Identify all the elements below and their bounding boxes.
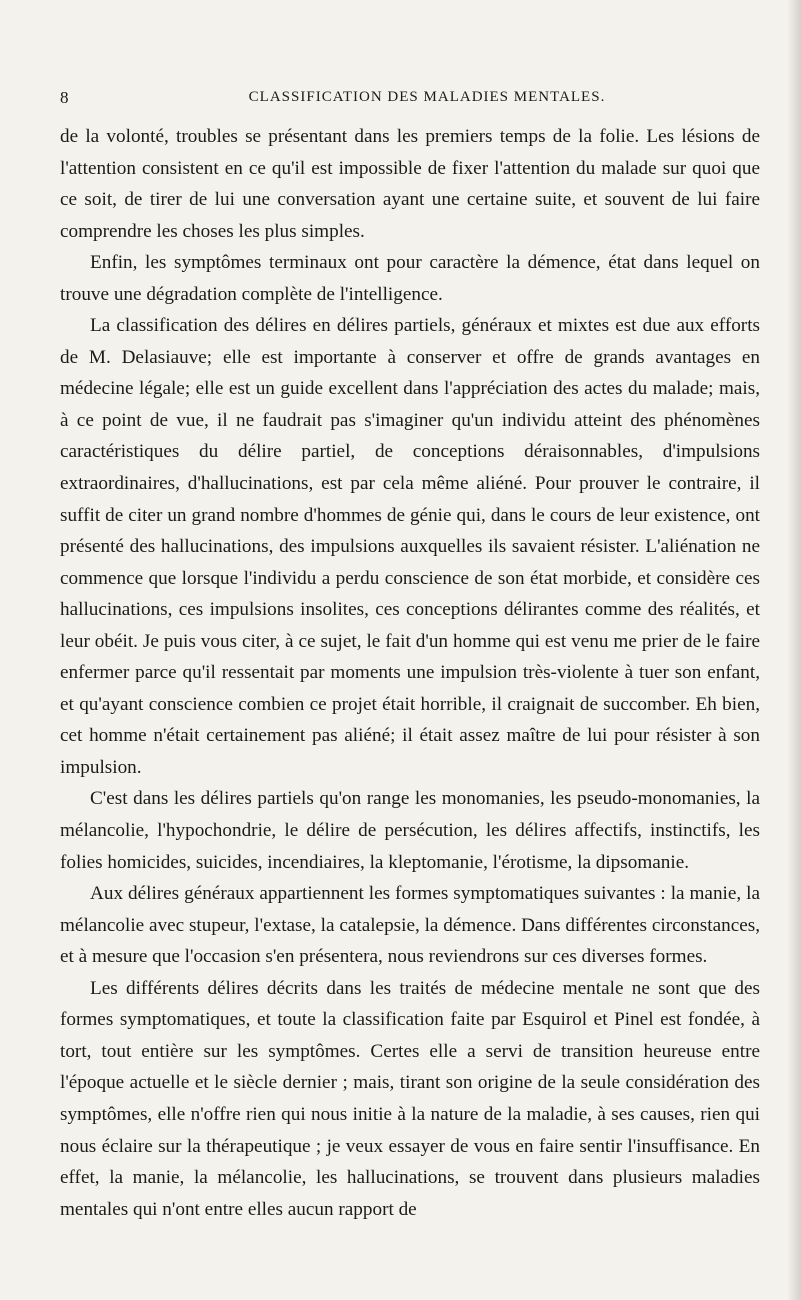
page-edge-shadow [787, 0, 801, 1300]
paragraph-partial-delirium: C'est dans les délires partiels qu'on range les monomanies, les pseudo-monomanies, la mélancolie, l'hypochondrie, le délire de persécution, les délires affectifs, instinctifs, les folies homicides, suicides, incendiaires, la kleptomanie, l'érotisme, la dipsomanie. [60, 788, 760, 873]
paragraph-general-delirium: Aux délires généraux appartiennent les formes symptomatiques suivantes : la manie, la mélancolie avec stupeur, l'extase, la catalepsie, la démence. Dans différentes circonstances, et à mesure que l'occasion s'en présentera, nous reviendrons sur ces diverses formes. [60, 883, 760, 968]
paragraph-continuation: de la volonté, troubles se présentant dans les premiers temps de la folie. Les lésions de l'attention consistent en ce qu'il est impossible de fixer l'attention du malade sur quoi que ce soit, de tirer de lui une conversation ayant une certaine suite, et souvent de lui faire comprendre les choses les plus simples. [60, 126, 760, 242]
paragraph-terminal-symptoms: Enfin, les symptômes terminaux ont pour caractère la démence, état dans lequel on trouve une dégradation complète de l'intelligence. [60, 252, 760, 305]
paragraph-symptomatic-forms: Les différents délires décrits dans les traités de médecine mentale ne sont que des formes symptomatiques, et toute la classification faite par Esquirol et Pinel est fondée, à tort, tout entière sur les symptômes. Certes elle a servi de transition heureuse entre l'époque actuelle et le siècle dernier ; mais, tirant son origine de la seule considération des symptômes, elle n'offre rien qui nous initie à la nature de la maladie, à ses causes, rien qui nous éclaire sur la thérapeutique ; je veux essayer de vous en faire sentir l'insuffisance. En effet, la manie, la mélancolie, les hallucinations, se trouvent dans plusieurs maladies mentales qui n'ont entre elles aucun rapport de [60, 977, 760, 1220]
running-title: CLASSIFICATION DES MALADIES MENTALES. [248, 89, 606, 105]
paragraph-classification: La classification des délires en délires partiels, généraux et mixtes est due aux efforts de M. Delasiauve; elle est importante à conserver et offre de grands avantages en médecine légale; elle est un guide excellent dans l'appréciation des actes du malade; mais, à ce point de vue, il ne faudrait pas s'imaginer qu'un individu atteint des phénomènes caractéristiques du délire partiel, de conceptions déraisonnables, d'impulsions extraordinaires, d'hallucinations, est par cela même aliéné. Pour prouver le contraire, il suffit de citer un grand nombre d'hommes de génie qui, dans le cours de leur existence, ont présenté des hallucinations, des impulsions auxquelles ils savaient résister. L'aliénation ne commence que lorsque l'individu a perdu conscience de son état morbide, et considère ces hallucinations, ces impulsions insolites, ces conceptions délirantes comme des réalités, et leur obéit. Je puis vous citer, à ce sujet, le fait d'un homme qui est venu me prier de le faire enfermer parce qu'il ressentait par moments une impulsion très-violente à tuer son enfant, et qu'ayant conscience combien ce projet était horrible, il craignait de succomber. Eh bien, cet homme n'était certainement pas aliéné; il était assez maître de lui pour résister à son impulsion. [60, 315, 760, 778]
page-number: 8 [60, 88, 69, 107]
body-text [60, 121, 760, 1225]
running-header [60, 88, 760, 110]
